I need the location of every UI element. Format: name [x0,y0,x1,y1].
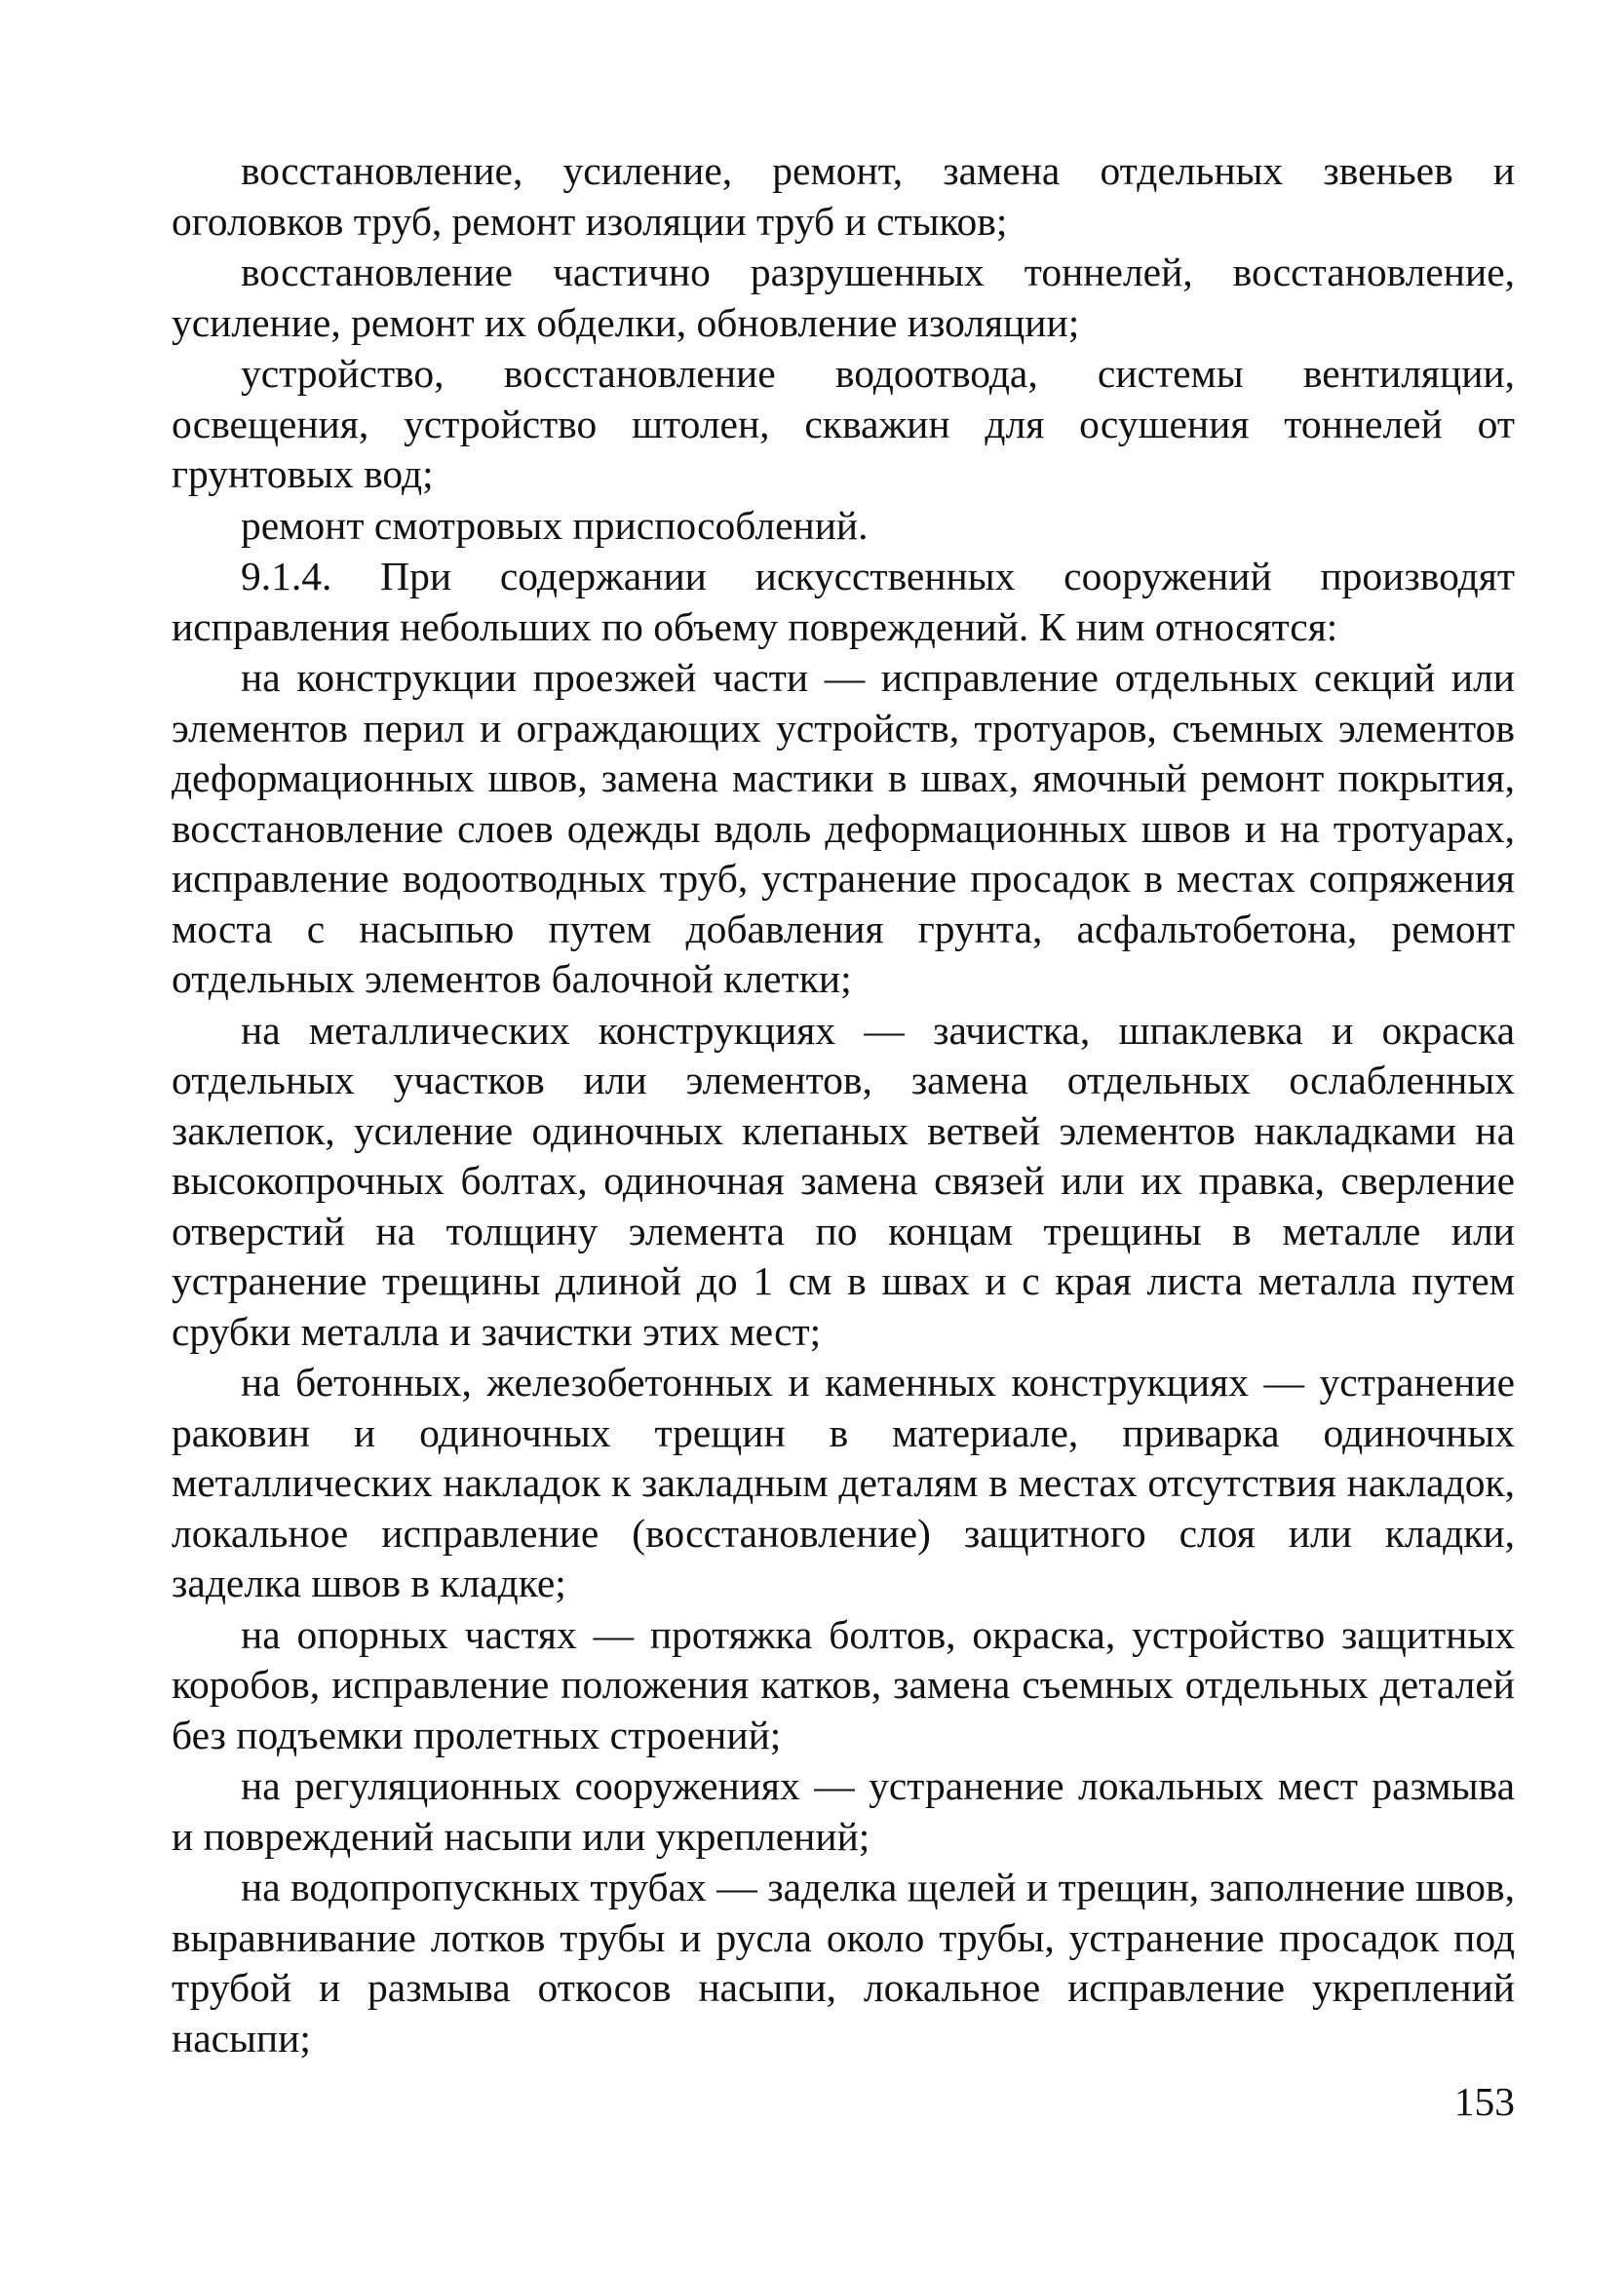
paragraph: на опорных частях — протяжка болтов, окраска, устройство защитных коробов, исправление положения катков, замена съемных отдельных деталей без подъемки пролетных строений; [172,1611,1515,1757]
paragraph: на бетонных, железобетонных и каменных конструкциях — устранение раковин и одиночных трещин в материале, приварка одиночных металлических накладок к закладным деталям в местах отсутствия накладок, локальное исправление (восстановление) защитного слоя или кладки, заделка швов в кладке; [172,1360,1515,1605]
paragraph: ремонт смотровых приспособлений. [241,502,869,548]
paragraph: устройство, восстановление водоотвода, системы вентиляции, освещения, устройство штолен, скважин для осушения тоннелей от грунтовых вод; [172,351,1515,496]
paragraph: восстановление частично разрушенных тоннелей, восстановление, усиление, ремонт их обделки, обновление изоляции; [172,250,1515,345]
paragraph: на водопропускных трубах — заделка щелей и трещин, заполнение швов, выравнивание лотков трубы и русла около трубы, устранение просадок под трубой и размыва откосов насыпи, локальное исправление укреплений насыпи; [172,1865,1515,2061]
paragraph: на конструкции проезжей части — исправление отдельных секций или элементов перил и ограждающих устройств, тротуаров, съемных элементов деформационных швов, замена мастики в швах, ямочный ремонт покрытия, восстановление слоев одежды вдоль деформационных швов и на тротуарах, исправление водоотводных труб, устранение просадок в местах сопряжения моста с насыпью путем добавления грунта, асфальтобетона, ремонт отдельных элементов балочной клетки; [172,655,1515,1001]
paragraph: 9.1.4. При содержании искусственных сооружений производят исправления небольших по объему повреждений. К ним относятся: [172,554,1515,649]
paragraph: на регуляционных сооружениях — устранение локальных мест размыва и повреждений насыпи или укреплений; [172,1763,1515,1859]
paragraph: восстановление, усиление, ремонт, замена отдельных звеньев и оголовков труб, ремонт изоляции труб и стыков; [172,148,1515,244]
body-text [172,146,1515,2064]
page-number: 153 [1453,2079,1515,2124]
paragraph: на металлических конструкциях — зачистка, шпаклевка и окраска отдельных участков или элементов, замена отдельных ослабленных заклепок, усиление одиночных клепаных ветвей элементов накладками на высокопрочных болтах, одиночная замена связей или их правка, сверление отверстий на толщину элемента по концам трещины в металле или устранение трещины длиной до 1 см в швах и с края листа металла путем срубки металла и зачистки этих мест; [172,1007,1515,1354]
